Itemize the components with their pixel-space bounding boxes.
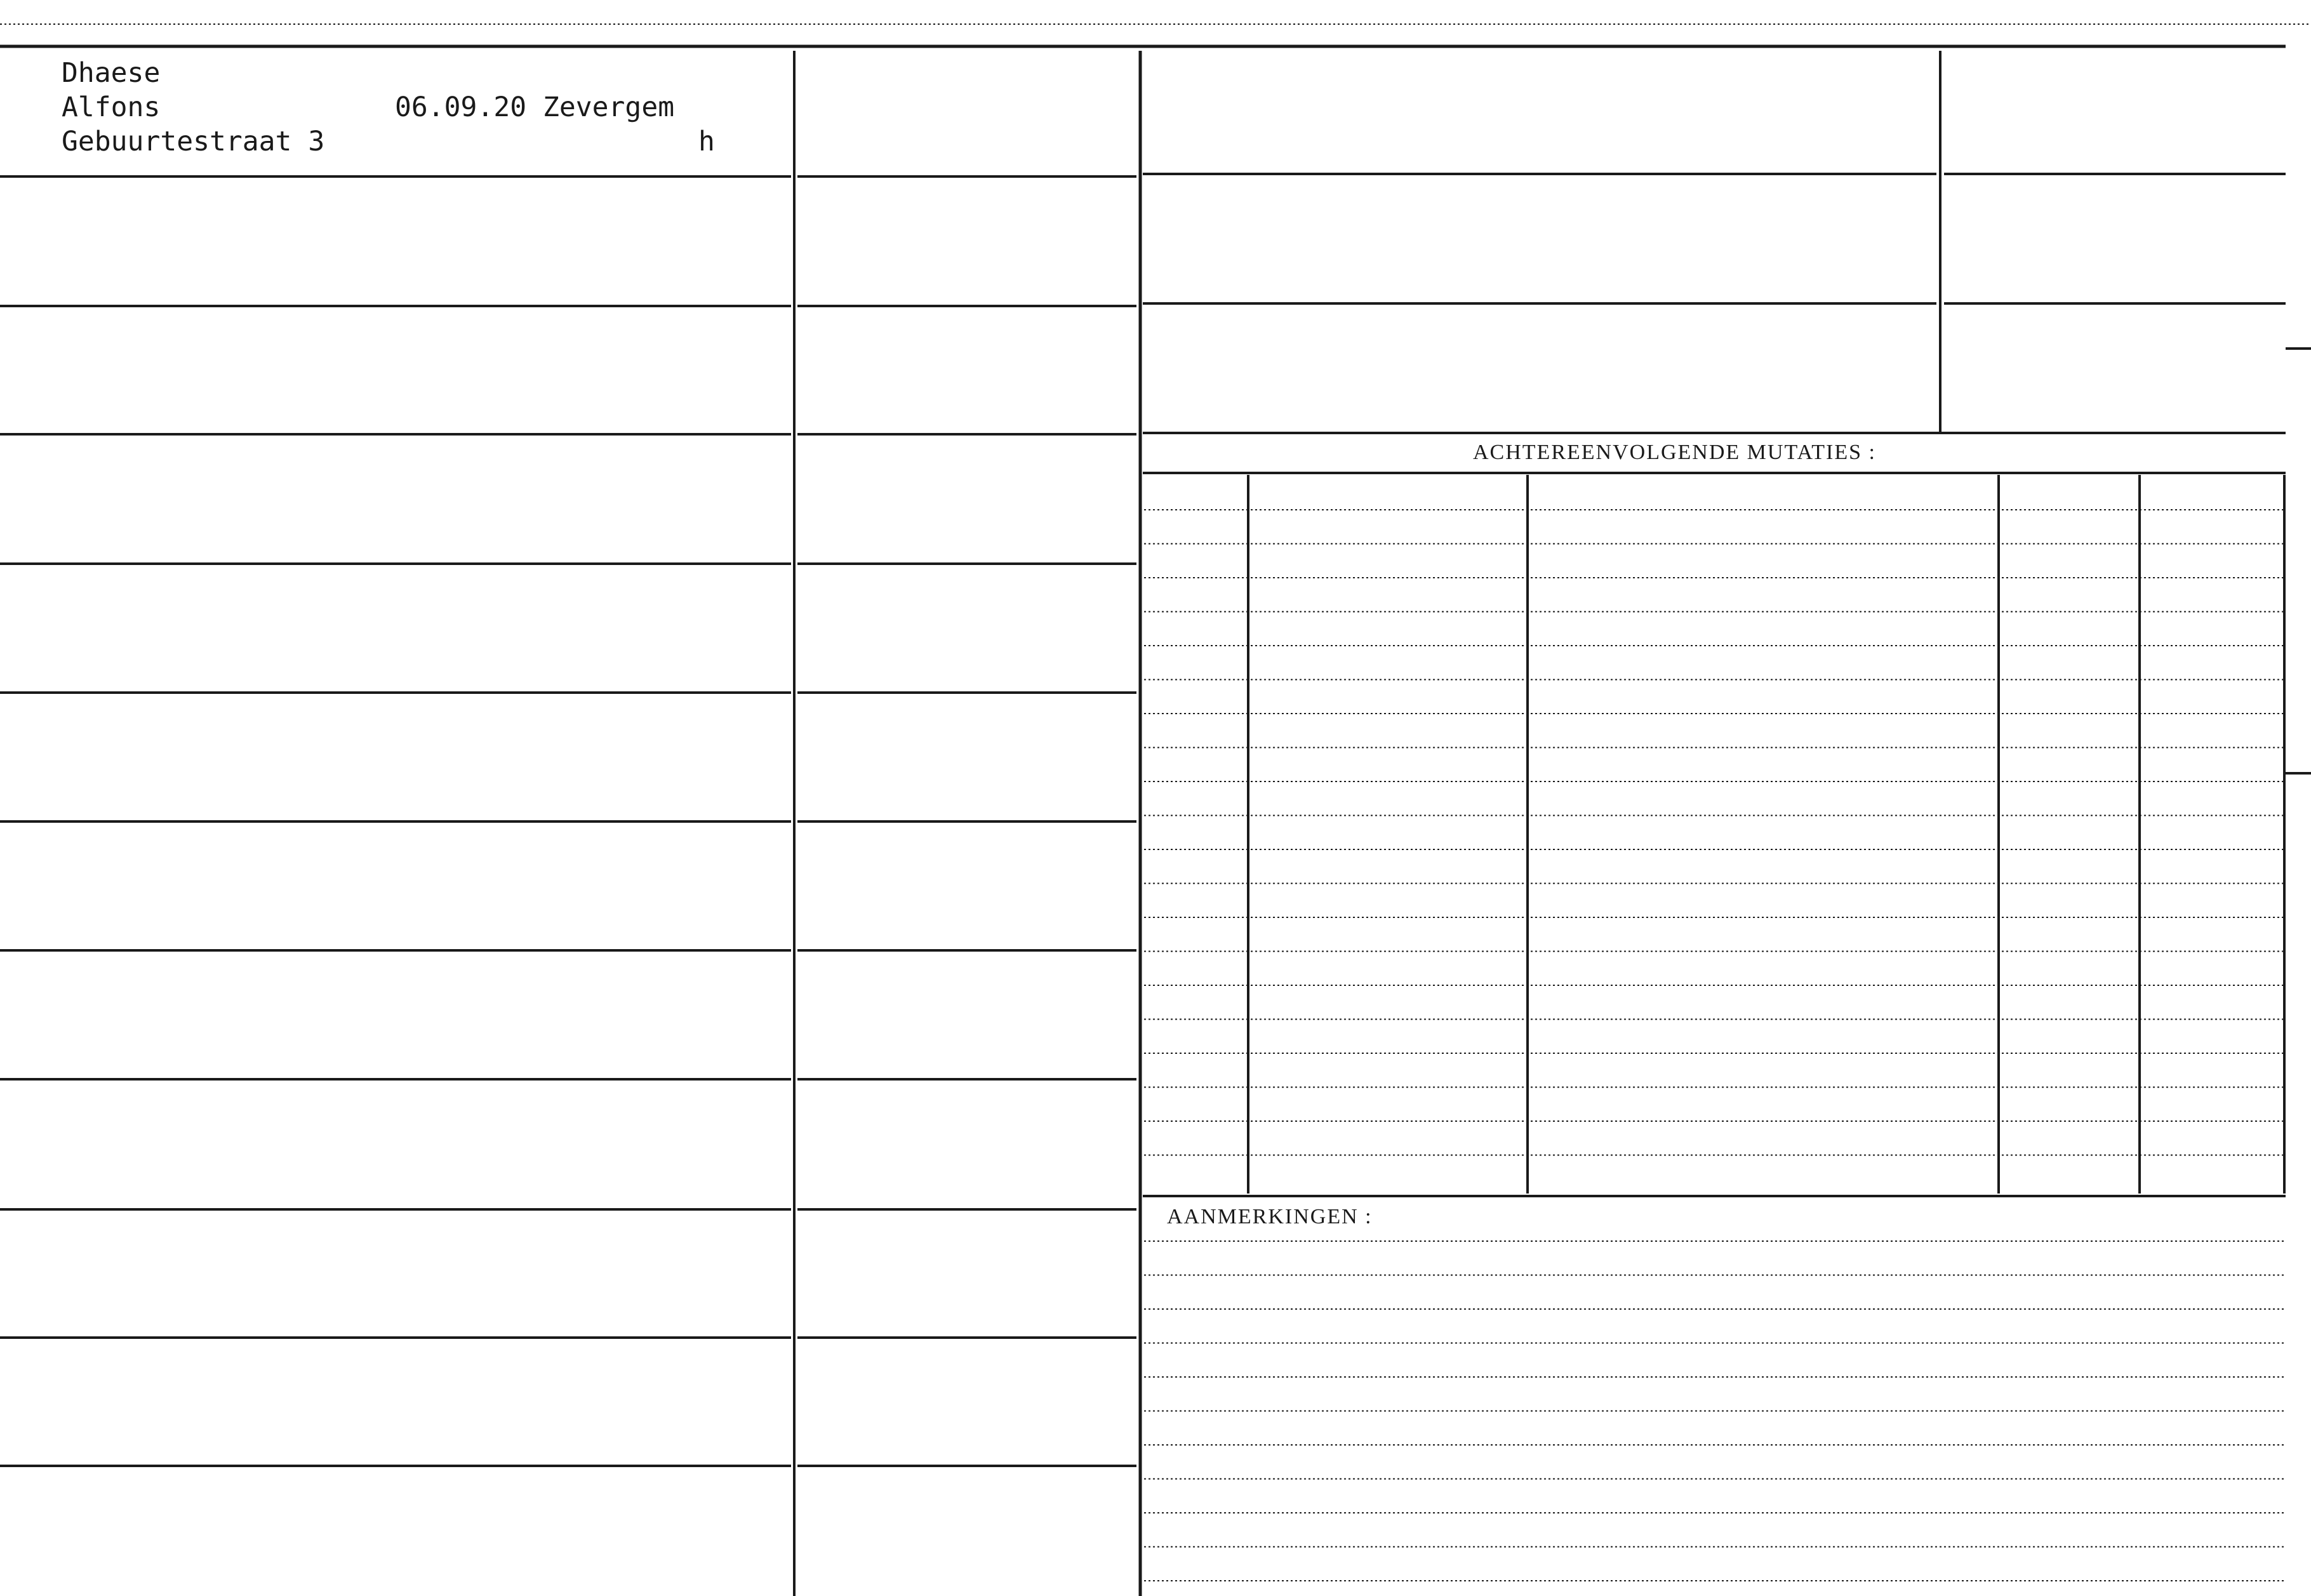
aanmerkingen-heading: AANMERKINGEN : bbox=[1167, 1205, 1373, 1228]
grid-solid-lines bbox=[0, 46, 2311, 1596]
address: Gebuurtestraat 3 bbox=[62, 126, 325, 157]
first-name: Alfons bbox=[62, 91, 161, 123]
status-marker: h bbox=[698, 126, 715, 157]
mutaties-heading: ACHTEREENVOLGENDE MUTATIES : bbox=[1473, 441, 1876, 464]
grid-dotted-lines bbox=[0, 24, 2311, 1581]
surname: Dhaese bbox=[62, 57, 161, 89]
birth-date-place: 06.09.20 Zevergem bbox=[395, 91, 675, 123]
